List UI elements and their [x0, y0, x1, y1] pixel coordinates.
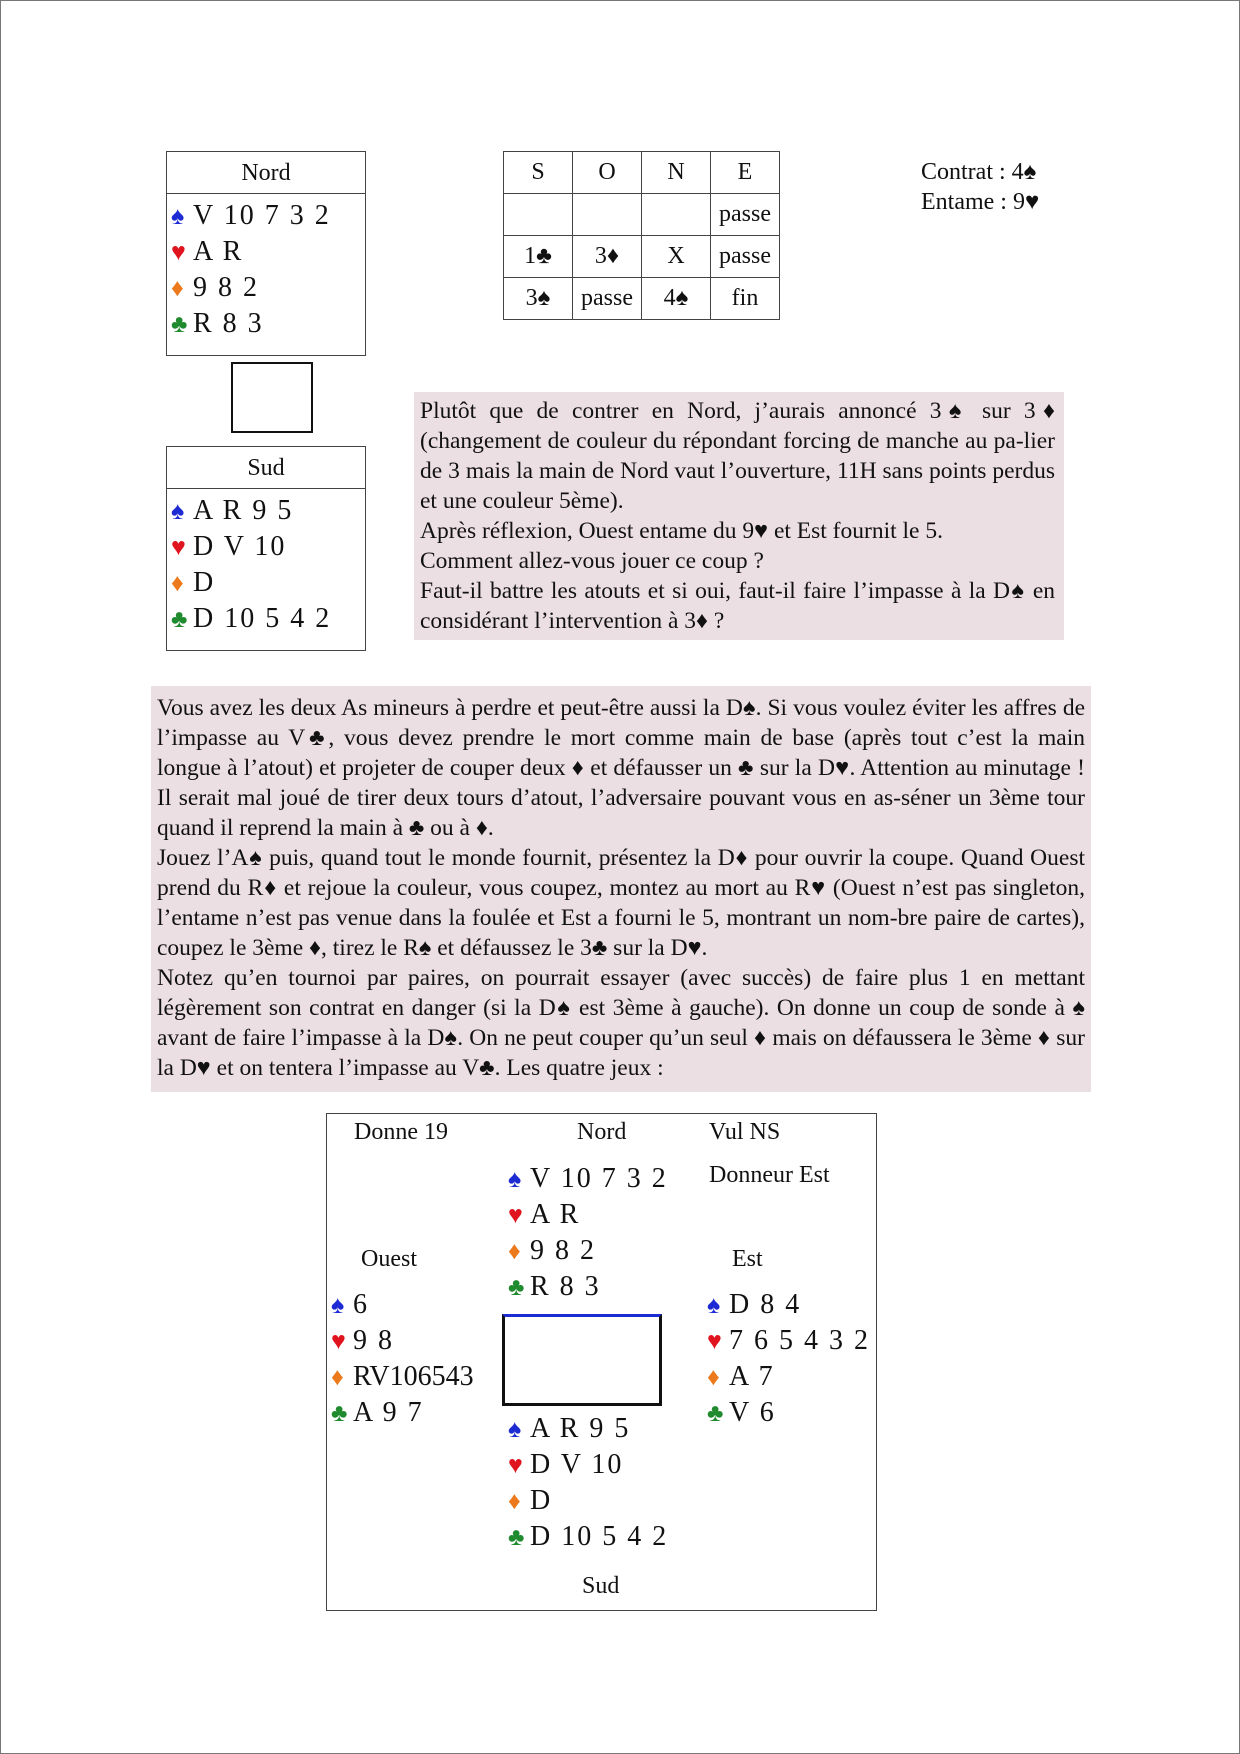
- deal-nord-clubs: R 8 3: [530, 1271, 601, 1302]
- bidding-row: [504, 236, 780, 278]
- deal-est-clubs-line: [707, 1395, 870, 1431]
- deal-ouest-label: Ouest: [361, 1246, 417, 1272]
- club-icon: ♣: [171, 606, 188, 633]
- deal-sud-label: Sud: [582, 1573, 620, 1599]
- diamond-icon: ♦: [171, 570, 184, 597]
- answer-paragraph: Vous avez les deux As mineurs à perdre et peut-être aussi la D♠. Si vous voulez éviter les affres de l’impasse au V♣, vous devez prendre le mort comme main de base (après tout c’est la main longue à l’atout) et projeter de couper deux ♦ et défausser un ♣ sur la D♥. Attention au minutage ! Il serait mal joué de tirer deux tours d’atout, l’adversaire pouvant vous en as-séner un 3ème tour quand il reprend la main à ♣ ou à ♦.: [157, 695, 1085, 841]
- nord-clubs: R 8 3: [193, 308, 264, 339]
- deal-ouest-hearts: 9 8: [353, 1325, 394, 1356]
- nord-hearts: A R: [193, 236, 244, 267]
- heart-icon: ♥: [508, 1452, 523, 1479]
- bidding-row: [504, 194, 780, 236]
- sud-diamonds-line: [171, 565, 365, 601]
- deal-ouest-spades: 6: [353, 1289, 369, 1320]
- heart-icon: ♥: [508, 1202, 523, 1229]
- bid-cell: [642, 194, 711, 236]
- deal-est-spades: D 8 4: [729, 1289, 802, 1320]
- bid-cell: X: [642, 236, 711, 278]
- deal-est-label: Est: [732, 1246, 763, 1272]
- bidding-header-n: N: [642, 152, 711, 194]
- question-paragraph: Faut-il battre les atouts et si oui, faut-il faire l’impasse à la D♠ en considérant l’intervention à 3♦ ?: [420, 578, 1055, 634]
- bidding-row: [504, 278, 780, 320]
- answer-panel: [151, 686, 1091, 1092]
- deal-nord-hearts-line: [508, 1197, 668, 1233]
- diamond-icon: ♦: [707, 1364, 720, 1391]
- deal-est-spades-line: [707, 1287, 870, 1323]
- bid-cell: 3♦: [573, 236, 642, 278]
- deal-ouest-diamonds: RV106543: [353, 1361, 474, 1392]
- deal-est-clubs: V 6: [729, 1397, 776, 1428]
- contract-line: Contrat : 4♠: [921, 159, 1037, 185]
- deal-est-diamonds: A 7: [729, 1361, 775, 1392]
- deal-vulnerability: Vul NS: [709, 1119, 781, 1145]
- nord-diamonds: 9 8 2: [193, 272, 259, 303]
- deal-nord-label: Nord: [577, 1119, 627, 1145]
- heart-icon: ♥: [707, 1328, 722, 1355]
- bidding-header-e: E: [711, 152, 780, 194]
- bidding-header-s: S: [504, 152, 573, 194]
- contract-info: [921, 157, 1039, 217]
- lead-line: Entame : 9♥: [921, 189, 1040, 215]
- bidding-header-o: O: [573, 152, 642, 194]
- deal-ouest-hearts-line: [331, 1323, 474, 1359]
- nord-diamonds-line: [171, 270, 365, 306]
- bidding-header-row: [504, 152, 780, 194]
- deal-sud-clubs-line: [508, 1519, 668, 1555]
- nord-hand-box: [166, 151, 366, 356]
- deal-ouest-clubs-line: [331, 1395, 474, 1431]
- bid-cell: [573, 194, 642, 236]
- question-paragraph: Comment allez-vous jouer ce coup ?: [420, 548, 764, 574]
- heart-icon: ♥: [331, 1328, 346, 1355]
- club-icon: ♣: [171, 311, 188, 338]
- bid-cell: 1♣: [504, 236, 573, 278]
- deal-sud-spades-line: [508, 1411, 668, 1447]
- sud-clubs-line: [171, 601, 365, 637]
- deal-nord-spades-line: [508, 1161, 668, 1197]
- club-icon: ♣: [331, 1400, 348, 1427]
- sud-hand-title: Sud: [167, 447, 365, 489]
- deal-ouest-spades-line: [331, 1287, 474, 1323]
- sud-diamonds: D: [193, 567, 216, 598]
- diamond-icon: ♦: [171, 275, 184, 302]
- club-icon: ♣: [707, 1400, 724, 1427]
- deal-est-diamonds-line: [707, 1359, 870, 1395]
- deal-sud-hearts-line: [508, 1447, 668, 1483]
- deal-est-hearts: 7 6 5 4 3 2: [729, 1325, 870, 1356]
- bid-cell: 3♠: [504, 278, 573, 320]
- deal-nord-diamonds: 9 8 2: [530, 1235, 596, 1266]
- diamond-icon: ♦: [331, 1364, 344, 1391]
- table-square: [231, 362, 313, 433]
- bid-cell: fin: [711, 278, 780, 320]
- deal-sud-clubs: D 10 5 4 2: [530, 1521, 669, 1552]
- sud-spades: A R 9 5: [193, 495, 294, 526]
- sud-clubs: D 10 5 4 2: [193, 603, 332, 634]
- spade-icon: ♠: [171, 203, 185, 230]
- nord-hand-title: Nord: [167, 152, 365, 194]
- deal-nord-spades: V 10 7 3 2: [530, 1163, 668, 1194]
- answer-paragraph: Jouez l’A♠ puis, quand tout le monde fournit, présentez la D♦ pour ouvrir la coupe. Quand Ouest prend du R♦ et rejoue la couleur, vous coupez, montez au mort au R♥ (Ouest n’est pas singleton, l’entame n’est pas venue dans la foulée et Est a fourni le 5, montrant un nom-bre paire de cartes), coupez le 3ème ♦, tirez le R♠ et défaussez le 3♣ sur la D♥.: [157, 845, 1085, 961]
- nord-spades-line: [171, 198, 365, 234]
- bid-cell: passe: [711, 236, 780, 278]
- sud-hand-box: [166, 446, 366, 651]
- bid-cell: passe: [573, 278, 642, 320]
- deal-ouest-clubs: A 9 7: [353, 1397, 424, 1428]
- deal-sud-hand: [508, 1411, 668, 1555]
- deal-sud-spades: A R 9 5: [530, 1413, 631, 1444]
- club-icon: ♣: [508, 1524, 525, 1551]
- club-icon: ♣: [508, 1274, 525, 1301]
- sud-spades-line: [171, 493, 365, 529]
- deal-est-hearts-line: [707, 1323, 870, 1359]
- question-paragraph: Plutôt que de contrer en Nord, j’aurais annoncé 3♠ sur 3♦ (changement de couleur du répondant forcing de manche au pa-lier de 3 mais la main de Nord vaut l’ouverture, 11H sans points perdus et une couleur 5ème).: [420, 398, 1055, 514]
- deal-sud-hearts: D V 10: [530, 1449, 624, 1480]
- diamond-icon: ♦: [508, 1488, 521, 1515]
- spade-icon: ♠: [707, 1292, 721, 1319]
- nord-clubs-line: [171, 306, 365, 342]
- sud-hearts-line: [171, 529, 365, 565]
- deal-number: Donne 19: [354, 1119, 448, 1145]
- deal-sud-diamonds: D: [530, 1485, 553, 1516]
- bid-cell: passe: [711, 194, 780, 236]
- deal-nord-diamonds-line: [508, 1233, 668, 1269]
- question-panel: [414, 392, 1064, 640]
- question-paragraph: Après réflexion, Ouest entame du 9♥ et Est fournit le 5.: [420, 518, 943, 544]
- deal-ouest-diamonds-line: [331, 1359, 474, 1395]
- spade-icon: ♠: [171, 498, 185, 525]
- deal-dealer: Donneur Est: [709, 1162, 830, 1188]
- diamond-icon: ♦: [508, 1238, 521, 1265]
- deal-nord-hearts: A R: [530, 1199, 581, 1230]
- spade-icon: ♠: [508, 1166, 522, 1193]
- nord-hearts-line: [171, 234, 365, 270]
- deal-ouest-hand: [331, 1287, 474, 1431]
- bidding-table: [503, 151, 780, 320]
- heart-icon: ♥: [171, 534, 186, 561]
- nord-spades: V 10 7 3 2: [193, 200, 331, 231]
- deal-sud-diamonds-line: [508, 1483, 668, 1519]
- bid-cell: [504, 194, 573, 236]
- spade-icon: ♠: [331, 1292, 345, 1319]
- deal-table-center: [502, 1314, 662, 1406]
- spade-icon: ♠: [508, 1416, 522, 1443]
- sud-hearts: D V 10: [193, 531, 287, 562]
- deal-est-hand: [707, 1287, 870, 1431]
- deal-nord-hand: [508, 1161, 668, 1305]
- answer-paragraph: Notez qu’en tournoi par paires, on pourrait essayer (avec succès) de faire plus 1 en mettant légèrement son contrat en danger (si la D♠ est 3ème à gauche). On donne un coup de sonde à ♠ avant de faire l’impasse à la D♠. On ne peut couper qu’un seul ♦ mais on défaussera le 3ème ♦ sur la D♥ et on tentera l’impasse au V♣. Les quatre jeux :: [157, 965, 1085, 1081]
- deal-nord-clubs-line: [508, 1269, 668, 1305]
- heart-icon: ♥: [171, 239, 186, 266]
- bid-cell: 4♠: [642, 278, 711, 320]
